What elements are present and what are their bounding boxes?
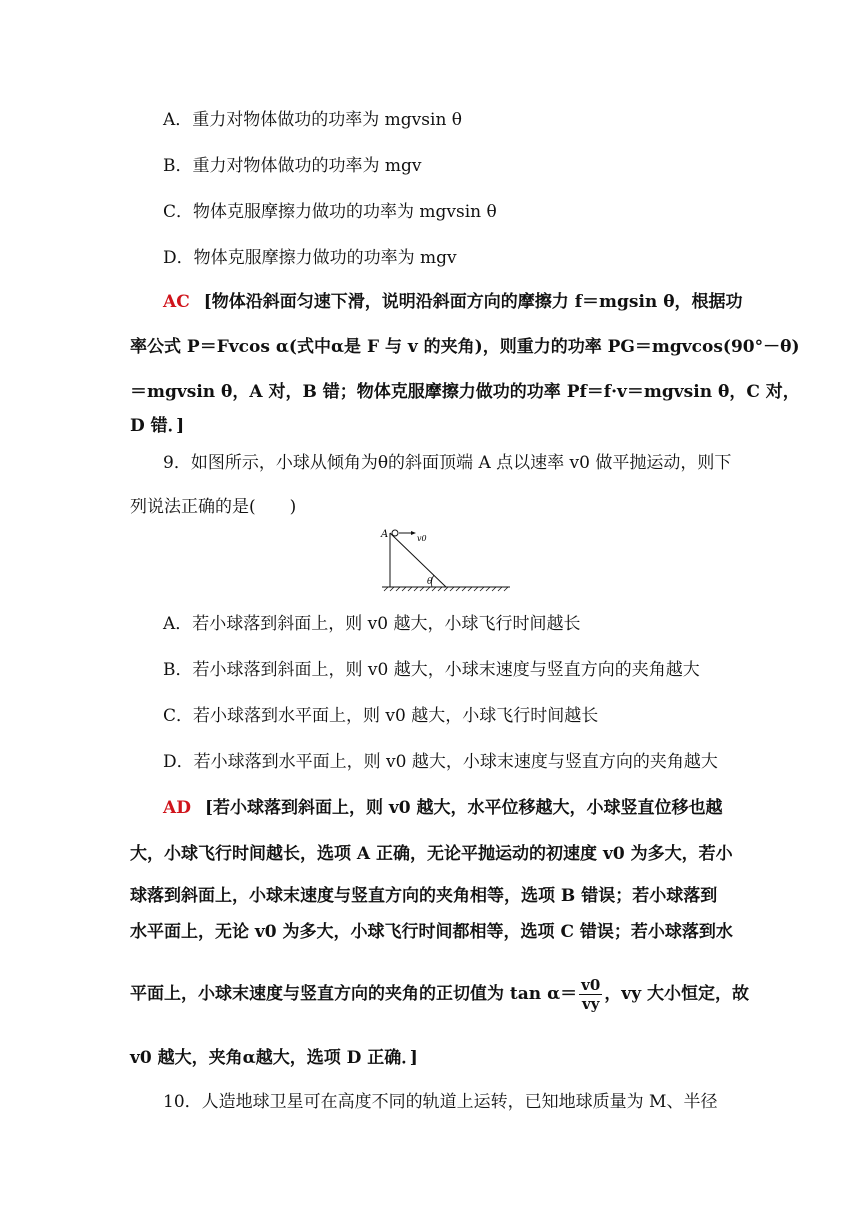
q9-answer-line-2: 大，小球飞行时间越长，选项 A 正确，无论平抛运动的初速度 v0 为多大，若小 (130, 844, 733, 864)
label-v0: v0 (417, 534, 427, 543)
q9-answer-line-4: 水平面上，无论 v0 为多大，小球飞行时间都相等，选项 C 错误；若小球落到水 (130, 922, 733, 942)
q9-answer-line-3: 球落到斜面上，小球末速度与竖直方向的夹角相等，选项 B 错误；若小球落到 (130, 886, 718, 906)
q8-answer-line-3: ＝mgvsin θ，A 对，B 错；物体克服摩擦力做功的功率 Pf＝f·v＝mgvsin θ，C 对， (130, 382, 800, 402)
q8-answer-key: AC (163, 292, 190, 312)
q9-answer-line-6: v0 越大，夹角α越大，选项 D 正确．] (130, 1048, 418, 1068)
incline-projectile-diagram (378, 525, 518, 595)
q9-option-b: B．若小球落到斜面上，则 v0 越大，小球末速度与竖直方向的夹角越大 (163, 660, 700, 680)
q8-option-c: C．物体克服摩擦力做功的功率为 mgvsin θ (163, 202, 497, 222)
q9-answer-line-5 (130, 970, 749, 1018)
label-theta: θ (427, 577, 433, 587)
q8-answer-line-4: D 错．] (130, 416, 185, 436)
q10-stem-line-1: 10．人造地球卫星可在高度不同的轨道上运转，已知地球质量为 M、半径 (163, 1092, 718, 1112)
q8-answer-line-1 (163, 290, 743, 314)
ball (392, 530, 398, 536)
q9-answer-text-1: [若小球落到斜面上，则 v0 越大，水平位移越大，小球竖直位移也越 (204, 798, 723, 818)
q8-option-a: A．重力对物体做功的功率为 mgvsin θ (163, 110, 463, 130)
q8-option-d: D．物体克服摩擦力做功的功率为 mgv (163, 248, 457, 268)
q9-option-c: C．若小球落到水平面上，则 v0 越大，小球飞行时间越长 (163, 706, 599, 726)
q8-answer-text-1: [物体沿斜面匀速下滑，说明沿斜面方向的摩擦力 f＝mgsin θ，根据功 (203, 292, 743, 312)
q9-option-a: A．若小球落到斜面上，则 v0 越大，小球飞行时间越长 (163, 614, 581, 634)
q9-stem-line-1: 9．如图所示，小球从倾角为θ的斜面顶端 A 点以速率 v0 做平抛运动，则下 (163, 453, 732, 473)
q9-answer-text-5-pre: 平面上，小球末速度与竖直方向的夹角的正切值为 tan α＝ (130, 984, 578, 1004)
q9-answer-line-1 (163, 796, 723, 820)
v0-arrowhead (411, 531, 416, 535)
label-a: A (381, 529, 389, 540)
q9-answer-text-5-post: ，vy 大小恒定，故 (604, 984, 749, 1004)
fraction-numerator: v0 (581, 976, 601, 994)
q9-option-d: D．若小球落到水平面上，则 v0 越大，小球末速度与竖直方向的夹角越大 (163, 752, 718, 772)
q9-answer-key: AD (163, 798, 191, 818)
tangent-fraction (579, 976, 602, 1013)
q9-stem-line-2: 列说法正确的是( ) (130, 497, 297, 517)
ground-hatching (384, 587, 508, 591)
fraction-denominator: vy (582, 995, 600, 1013)
q8-option-b: B．重力对物体做功的功率为 mgv (163, 156, 422, 176)
q8-answer-line-2: 率公式 P＝Fvcos α(式中α是 F 与 v 的夹角)，则重力的功率 PG＝mgvcos(90°－θ) (130, 337, 800, 357)
